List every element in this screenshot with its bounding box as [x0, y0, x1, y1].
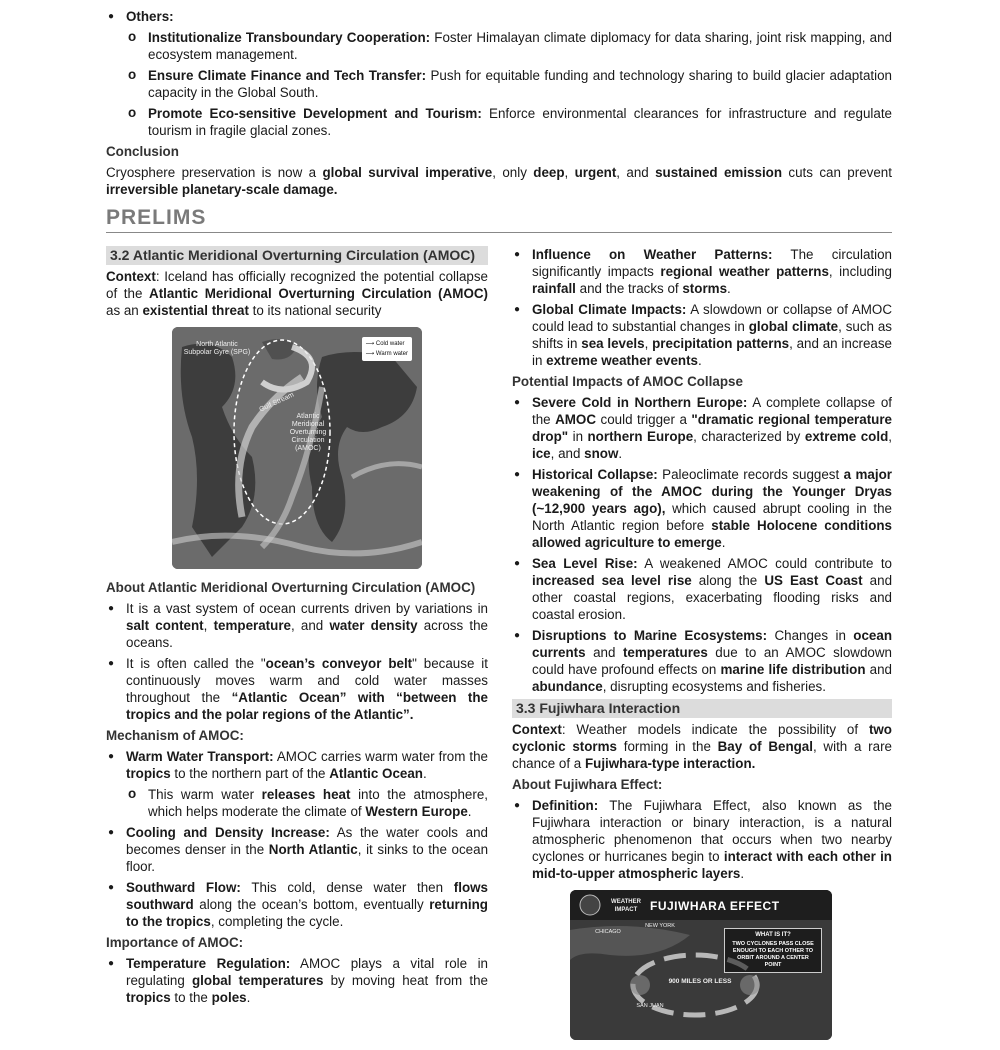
city-san-juan: SAN JUAN [636, 1003, 664, 1009]
impact-bullet-2: ● Historical Collapse: Paleoclimate records suggest a major weakening of the AMOC during the Younger Dryas (~12,900 years ago), which caused abrupt cooling in the North Atlantic region before stable Holocene conditions allowed agriculture to emerge. [512, 466, 892, 551]
impact-bullet-4: ● Disruptions to Marine Ecosystems: Changes in ocean currents and temperatures due to an AMOC slowdown could have profound effects on marine life distribution and abundance, disrupting ecosystems and fisheries. [512, 627, 892, 695]
fujiwhara-definition: ● Definition: The Fujiwhara Effect, also known as the Fujiwhara interaction or binary interaction, is a natural atmospheric phenomenon that occurs when two nearby cyclones or hurricanes begin to interact with each other in mid-to-upper atmospheric layers. [512, 797, 892, 882]
distance-label: 900 MILES OR LESS [668, 978, 732, 985]
mechanism-sub-bullet: o This warm water releases heat into the atmosphere, which helps moderate the climate of Western Europe. [126, 786, 488, 820]
map-legend [362, 337, 412, 361]
amoc-map-figure [172, 327, 422, 569]
conclusion-text: Cryosphere preservation is now a global survival imperative, only deep, urgent, and sustained emission cuts can prevent irreversible planetary-scale damage. [106, 165, 892, 197]
item-title: Institutionalize Transboundary Cooperation: [148, 30, 431, 45]
others-label: Others: [126, 9, 174, 24]
fujiwhara-section-heading: 3.3 Fujiwhara Interaction [512, 699, 892, 718]
fujiwhara-title: FUJIWHARA EFFECT [650, 899, 780, 913]
others-bullet [106, 8, 892, 25]
impact-bullet-1: ● Severe Cold in Northern Europe: A complete collapse of the AMOC could trigger a "dramatic regional temperature drop" in northern Europe, characterized by extreme cold, ice, and snow. [512, 394, 892, 462]
item-text: Push for equitable funding and technology sharing to build glacier adaptation capacity in the Global South. [148, 68, 892, 100]
left-column [106, 246, 488, 1010]
city-chicago: CHICAGO [595, 929, 621, 935]
impacts-heading: Potential Impacts of AMOC Collapse [512, 374, 743, 389]
about-amoc-heading: About Atlantic Meridional Overturning Circulation (AMOC) [106, 580, 476, 595]
mechanism-bullet-3: ● Southward Flow: This cold, dense water then flows southward along the ocean’s bottom, eventually returning to the tropics, completing the cycle. [106, 879, 488, 930]
importance-heading: Importance of AMOC: [106, 935, 244, 950]
importance-bullet-2: ● Influence on Weather Patterns: The circulation significantly impacts regional weather patterns, including rainfall and the tracks of storms. [512, 246, 892, 297]
others-item-1 [126, 29, 892, 63]
item-title: Promote Eco-sensitive Development and Tourism: [148, 106, 482, 121]
gyre-label: North Atlantic Subpolar Gyre (SPG) [183, 341, 251, 356]
about-bullet-2: ● It is often called the "ocean’s conveyor belt" because it continuously moves warm and cold water masses throughout the “Atlantic Ocean” with “between the tropics and the polar regions of the Atlantic”. [106, 655, 488, 723]
mechanism-bullet-1: ● Warm Water Transport: AMOC carries warm water from the tropics to the northern part of the Atlantic Ocean. [106, 748, 488, 782]
importance-bullet-1: ● Temperature Regulation: AMOC plays a vital role in regulating global temperatures by moving heat from the tropics to the poles. [106, 955, 488, 1006]
importance-bullet-3: ● Global Climate Impacts: A slowdown or collapse of AMOC could lead to substantial changes in global climate, such as shifts in sea levels, precipitation patterns, and an increase in extreme weather events. [512, 301, 892, 369]
about-bullet-1: ● It is a vast system of ocean currents driven by variations in salt content, temperature, and water density across the oceans. [106, 600, 488, 651]
top-section [106, 8, 892, 198]
item-text: Enforce environmental clearances for infrastructure and regulate tourism in fragile glacial zones. [148, 106, 892, 138]
box-text: TWO CYCLONES PASS CLOSE ENOUGH TO EACH OTHER TO ORBIT AROUND A CENTER POINT [732, 941, 814, 968]
others-item-3 [126, 105, 892, 139]
right-column [512, 246, 892, 1050]
fujiwhara-about-heading: About Fujiwhara Effect: [512, 777, 663, 792]
mechanism-bullet-2: ● Cooling and Density Increase: As the water cools and becomes denser in the North Atlantic, it sinks to the ocean floor. [106, 824, 488, 875]
fujiwhara-context: Context: Weather models indicate the possibility of two cyclonic storms forming in the Bay of Bengal, with a rare chance of a Fujiwhara-type interaction. [512, 722, 892, 771]
others-item-2 [126, 67, 892, 101]
amoc-context: Context: Iceland has officially recognized the potential collapse of the Atlantic Meridional Overturning Circulation (AMOC) as an existential threat to its national security [106, 269, 488, 318]
amoc-label: Atlantic Meridional Overturning Circulation (AMOC) [289, 413, 327, 452]
mechanism-heading: Mechanism of AMOC: [106, 728, 244, 743]
amoc-section-heading: 3.2 Atlantic Meridional Overturning Circulation (AMOC) [106, 246, 488, 265]
what-is-it-box [724, 928, 822, 973]
legend-cold: ⟶ Cold water [365, 341, 405, 347]
impact-bullet-3: ● Sea Level Rise: A weakened AMOC could contribute to increased sea level rise along the US East Coast and other coastal regions, exacerbating flooding risks and coastal erosion. [512, 555, 892, 623]
conclusion-heading: Conclusion [106, 144, 179, 159]
legend-warm: ⟶ Warm water [365, 351, 408, 357]
city-new-york: NEW YORK [645, 923, 675, 929]
box-heading: WHAT IS IT? [755, 932, 791, 938]
prelims-heading: PRELIMS [106, 206, 892, 233]
fujiwhara-figure [570, 890, 832, 1040]
item-title: Ensure Climate Finance and Tech Transfer: [148, 68, 427, 83]
weather-impact-logo: WEATHER IMPACT [611, 899, 641, 913]
item-text: Foster Himalayan climate diplomacy for data sharing, joint risk mapping, and ecosystem management. [148, 30, 892, 62]
gulf-stream-label: Gulf Stream [258, 391, 296, 414]
